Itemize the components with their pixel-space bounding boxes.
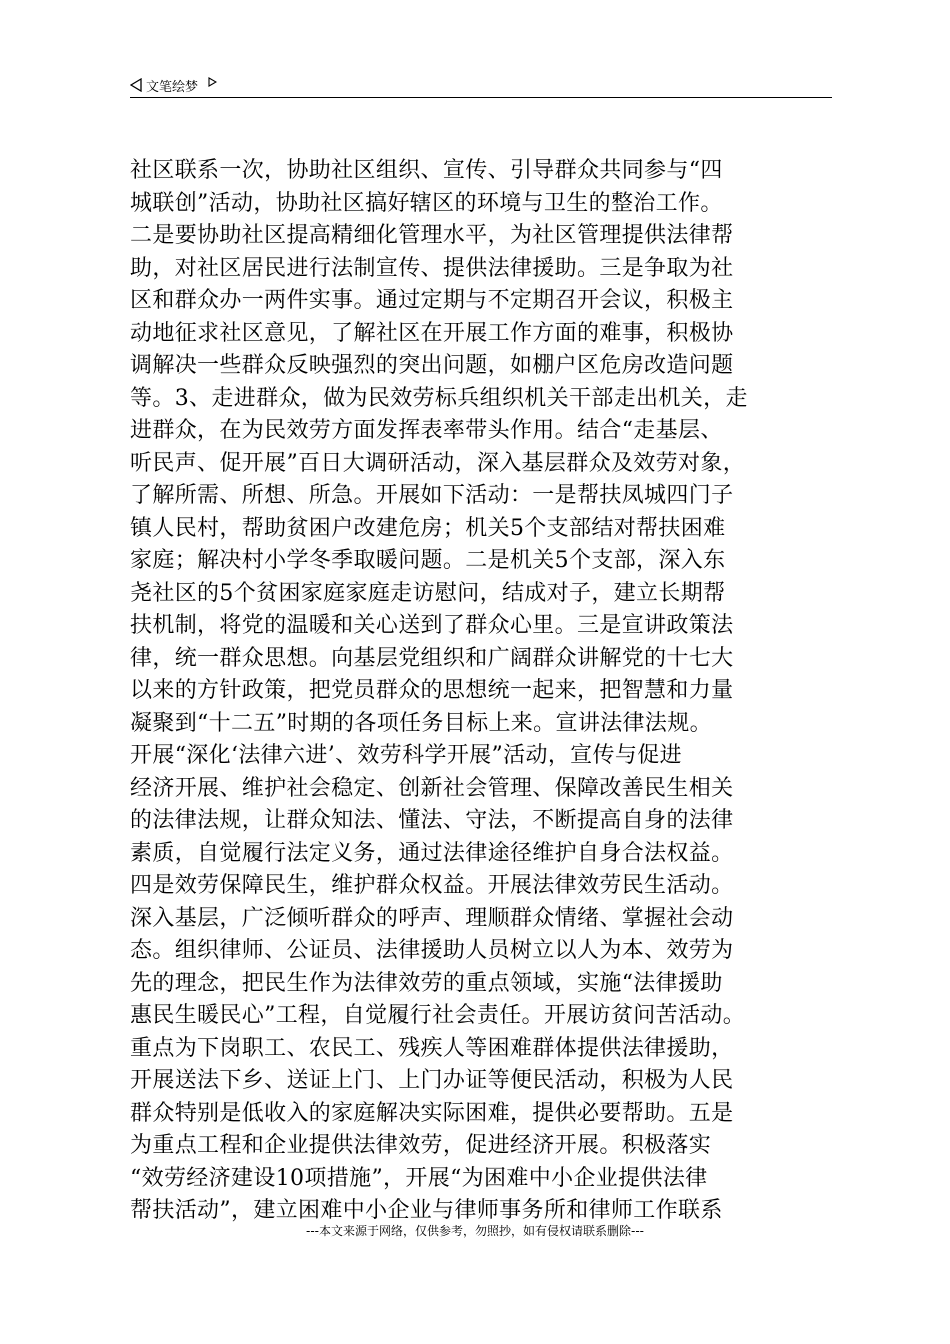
text-line: 以来的方针政策，把党员群众的思想统一起来，把智慧和力量 [130, 678, 734, 703]
text-line: 重点为下岗职工、农民工、残疾人等困难群体提供法律援助， [130, 1035, 734, 1061]
text-line: 帮扶活动”，建立困难中小企业与律师事务所和律师工作联系 [130, 1198, 723, 1223]
text-line: 动地征求社区意见，了解社区在开展工作方面的难事，积极协 [130, 320, 734, 346]
text-line: 听民声、促开展”百日大调研活动，深入基层群众及效劳对象， [130, 450, 746, 476]
text-line: 凝聚到“十二五”时期的各项任务目标上来。宣讲法律法规。 [130, 710, 712, 736]
text-line: 为重点工程和企业提供法律效劳，促进经济开展。积极落实 [130, 1133, 712, 1158]
text-line: 等。3、走进群众，做为民效劳标兵组织机关干部走出机关，走 [130, 385, 748, 411]
text-line: 态。组织律师、公证员、法律援助人员树立以人为本、效劳为 [130, 938, 734, 963]
text-line: 四是效劳保障民生，维护群众权益。开展法律效劳民生活动。 [130, 873, 734, 898]
text-line: 助，对社区居民进行法制宣传、提供法律援助。三是争取为社 [130, 255, 734, 281]
text-line: 扶机制，将党的温暖和关心送到了群众心里。三是宣讲政策法 [130, 613, 734, 638]
text-line: 家庭；解决村小学冬季取暖问题。二是机关5个支部，深入东 [130, 548, 726, 573]
text-line: 深入基层，广泛倾听群众的呼声、理顺群众情绪、掌握社会动 [130, 905, 734, 931]
document-body [130, 155, 832, 1228]
text-line: 的法律法规，让群众知法、懂法、守法，不断提高自身的法律 [130, 808, 734, 833]
text-line: 先的理念，把民生作为法律效劳的重点领域，实施“法律援助 [130, 970, 723, 996]
text-line: 尧社区的5个贫困家庭家庭走访慰问，结成对子，建立长期帮 [130, 580, 726, 606]
text-line: 开展“深化‘法律六进’、效劳科学开展”活动，宣传与促进 [130, 743, 682, 768]
text-line: 二是要协助社区提高精细化管理水平，为社区管理提供法律帮 [130, 223, 734, 248]
header-title: 文笔绘梦 [146, 79, 199, 95]
text-line: 律，统一群众思想。向基层党组织和广阔群众讲解党的十七大 [130, 645, 734, 671]
text-line: 惠民生暖民心”工程，自觉履行社会责任。开展访贫问苦活动。 [130, 1003, 746, 1028]
text-line: 经济开展、维护社会稳定、创新社会管理、保障改善民生相关 [130, 775, 734, 801]
footer-disclaimer: ---本文来源于网络，仅供参考，勿照抄，如有侵权请联系删除--- [306, 1224, 644, 1238]
text-line: 镇人民村，帮助贫困户改建危房；机关5个支部结对帮扶困难 [130, 515, 726, 541]
text-line: 素质，自觉履行法定义务，通过法律途径维护自身合法权益。 [130, 840, 734, 866]
text-line: 开展送法下乡、送证上门、上门办证等便民活动，积极为人民 [130, 1068, 734, 1093]
text-line: 社区联系一次，协助社区组织、宣传、引导群众共同参与“四 [130, 158, 723, 183]
text-line: 城联创”活动，协助社区搞好辖区的环境与卫生的整治工作。 [130, 190, 723, 216]
text-line: 了解所需、所想、所急。开展如下活动：一是帮扶凤城四门子 [130, 483, 734, 508]
text-line: 进群众，在为民效劳方面发挥表率带头作用。结合“走基层、 [130, 418, 723, 443]
triangle-left-outline-icon [130, 78, 142, 92]
text-line: 区和群众办一两件实事。通过定期与不定期召开会议，积极主 [130, 288, 734, 313]
text-line: 群众特别是低收入的家庭解决实际困难，提供必要帮助。五是 [130, 1100, 734, 1126]
header-divider [130, 97, 832, 98]
triangle-right-outline-icon [208, 77, 217, 87]
text-line: “效劳经济建设10项措施”，开展“为困难中小企业提供法律 [130, 1165, 708, 1191]
page-header [130, 74, 217, 96]
text-line: 调解决一些群众反映强烈的突出问题，如棚户区危房改造问题 [130, 353, 734, 378]
